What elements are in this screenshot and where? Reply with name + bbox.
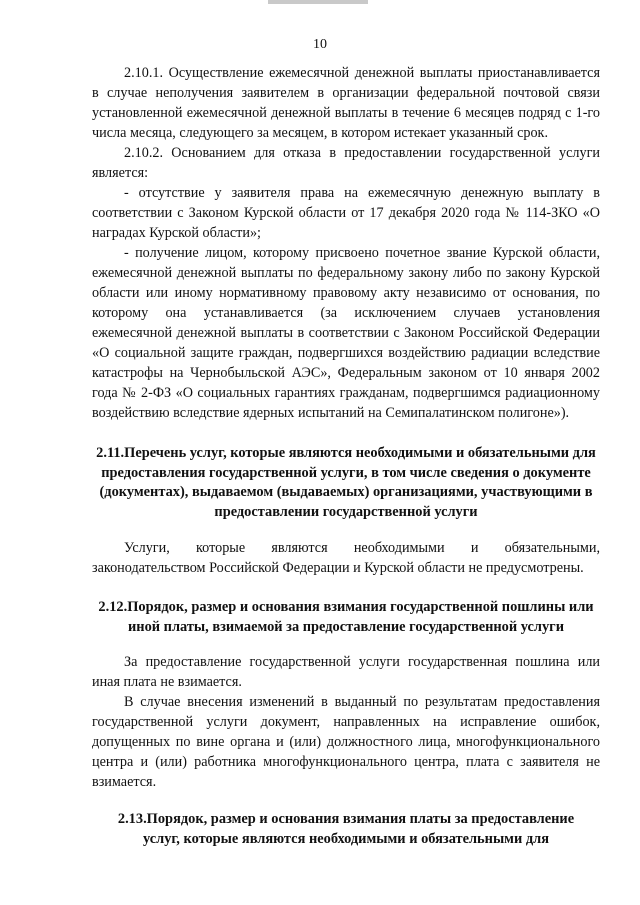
document-body [92,63,600,849]
paragraph-2-11-body: Услуги, которые являются необходимыми и обязательными, законодательством Российской Федерации и Курской области не предусмотрены. [92,540,600,576]
paragraph-2-10-2: 2.10.2. Основанием для отказа в предоставлении государственной услуги является: [92,145,600,181]
list-item-no-right: - отсутствие у заявителя права на ежемесячную денежную выплату в соответствии с Законом Курской области от 17 декабря 2020 года № 114-ЗКО «О наградах Курской области»; [92,185,600,241]
section-heading-2-13: 2.13.Порядок, размер и основания взимания платы за предоставление услуг, которые являются необходимыми и обязательными для [117,811,575,847]
paragraph-2-12-body-1: За предоставление государственной услуги государственная пошлина или иная плата не взимается. [92,654,600,690]
scan-edge-artifact [268,0,368,4]
paragraph-2-12-body-2: В случае внесения изменений в выданный по результатам предоставления государственной услуги документ, направленных на исправление ошибок, допущенных по вине органа и (или) должностного лица, многофункционального центра и (или) работника многофункционального центра, плата с заявителя не взимается. [92,694,600,790]
paragraph-2-10-1: 2.10.1. Осуществление ежемесячной денежной выплаты приостанавливается в случае неполучения заявителем в организации федеральной почтовой связи установленной ежемесячной денежной выплаты в течение 6 месяцев подряд с 1-го числа месяца, следующего за месяцем, в котором истекает указанный срок. [92,65,600,141]
section-heading-2-11: 2.11.Перечень услуг, которые являются необходимыми и обязательными для предоставления государственной услуги, в том числе сведения о документе (документах), выдаваемом (выдаваемых) организациями, участвующими в предоставлении государственной услуги [96,445,596,520]
list-item-other-payment: - получение лицом, которому присвоено почетное звание Курской области, ежемесячной денежной выплаты по федеральному закону либо по закону Курской области или иному нормативному правовому акту независимо от основания, по которому она устанавливается (за исключением случаев установления ежемесячной денежной выплаты в соответствии с Законом Российской Федерации «О социальной защите граждан, подвергшихся воздействию радиации вследствие катастрофы на Чернобыльской АЭС», Федеральным законом от 10 января 2002 года № 2-ФЗ «О социальных гарантиях гражданам, подвергшимся радиационному воздействию вследствие ядерных испытаний на Семипалатинском полигоне»). [92,245,600,421]
section-heading-2-12: 2.12.Порядок, размер и основания взимания государственной пошлины или иной платы, взимаемой за предоставление государственной услуги [98,599,594,635]
page-number: 10 [313,37,327,52]
